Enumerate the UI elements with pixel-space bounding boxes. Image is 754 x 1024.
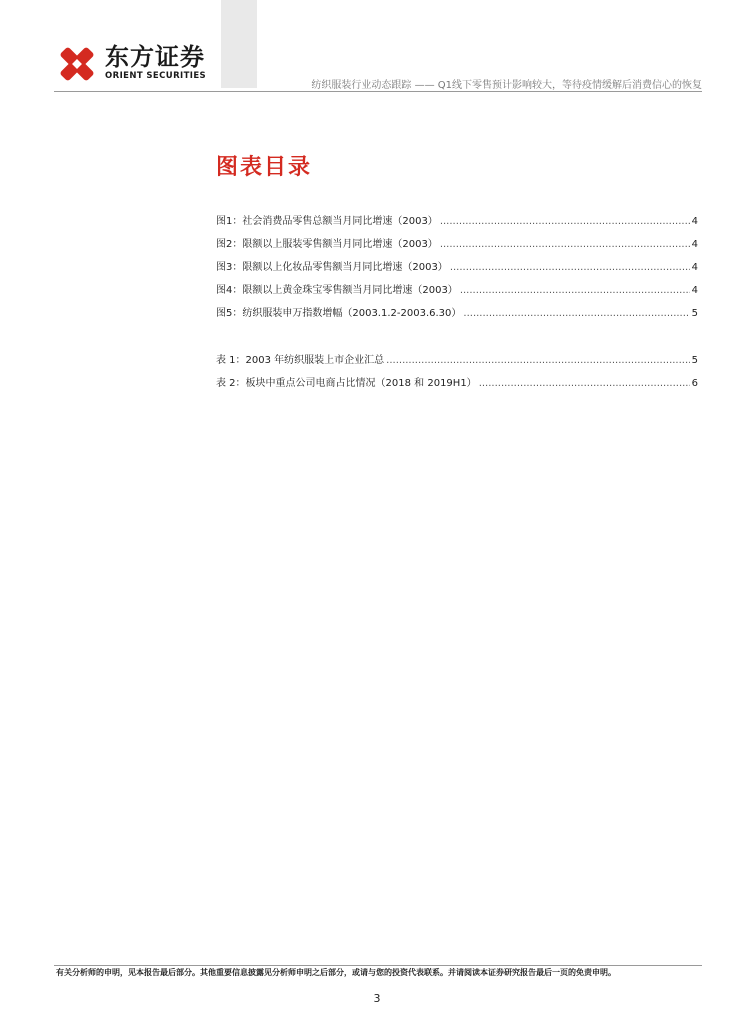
toc-entry-label: 表 2：板块中重点公司电商占比情况（2018 和 2019H1） bbox=[216, 378, 477, 389]
running-title: 纺织服装行业动态跟踪 —— Q1线下零售预计影响较大，等待疫情缓解后消费信心的恢复 bbox=[311, 80, 702, 91]
toc-entry-page: 4 bbox=[691, 262, 698, 273]
toc-entry-page: 4 bbox=[691, 216, 698, 227]
toc-entry-figure-5[interactable] bbox=[216, 304, 698, 320]
toc-leader-dots bbox=[386, 355, 689, 366]
toc-entry-page: 5 bbox=[691, 355, 698, 366]
company-logo bbox=[55, 42, 215, 86]
footer-disclaimer: 有关分析师的申明，见本报告最后部分。其他重要信息披露见分析师申明之后部分，或请与您的投资代表联系。并请阅读本证券研究报告最后一页的免责申明。 bbox=[56, 968, 616, 977]
toc-entry-label: 图1：社会消费品零售总额当月同比增速（2003） bbox=[216, 216, 438, 227]
toc-title: 图表目录 bbox=[216, 155, 313, 180]
toc-entry-figure-1[interactable] bbox=[216, 212, 698, 228]
page-number: 3 bbox=[373, 992, 381, 1005]
toc-entry-label: 图3：限额以上化妆品零售额当月同比增速（2003） bbox=[216, 262, 448, 273]
toc-leader-dots bbox=[440, 239, 690, 250]
toc-entry-table-1[interactable] bbox=[216, 351, 698, 367]
toc-entry-page: 4 bbox=[691, 285, 698, 296]
toc-entry-page: 4 bbox=[691, 239, 698, 250]
header-divider bbox=[54, 91, 702, 92]
toc-entry-figure-4[interactable] bbox=[216, 281, 698, 297]
orient-securities-logo-icon bbox=[55, 42, 99, 86]
footer-divider bbox=[54, 965, 702, 966]
toc-entry-figure-2[interactable] bbox=[216, 235, 698, 251]
toc-entry-label: 图5：纺织服装申万指数增幅（2003.1.2-2003.6.30） bbox=[216, 308, 462, 319]
toc-entry-label: 图4：限额以上黄金珠宝零售额当月同比增速（2003） bbox=[216, 285, 458, 296]
toc-leader-dots bbox=[450, 262, 690, 273]
logo-name-cn: 东方证券 bbox=[105, 43, 205, 71]
toc-entry-label: 图2：限额以上服装零售额当月同比增速（2003） bbox=[216, 239, 438, 250]
toc-entry-label: 表 1：2003 年纺织服装上市企业汇总 bbox=[216, 355, 385, 366]
toc-leader-dots bbox=[440, 216, 690, 227]
toc-leader-dots bbox=[460, 285, 690, 296]
toc-entry-table-2[interactable] bbox=[216, 374, 698, 390]
toc-leader-dots bbox=[463, 308, 689, 319]
toc-leader-dots bbox=[479, 378, 690, 389]
logo-name-en: ORIENT SECURITIES bbox=[105, 71, 207, 81]
header-gray-bar bbox=[221, 0, 257, 88]
toc-entry-figure-3[interactable] bbox=[216, 258, 698, 274]
toc-entry-page: 6 bbox=[691, 378, 698, 389]
toc-entry-page: 5 bbox=[691, 308, 698, 319]
